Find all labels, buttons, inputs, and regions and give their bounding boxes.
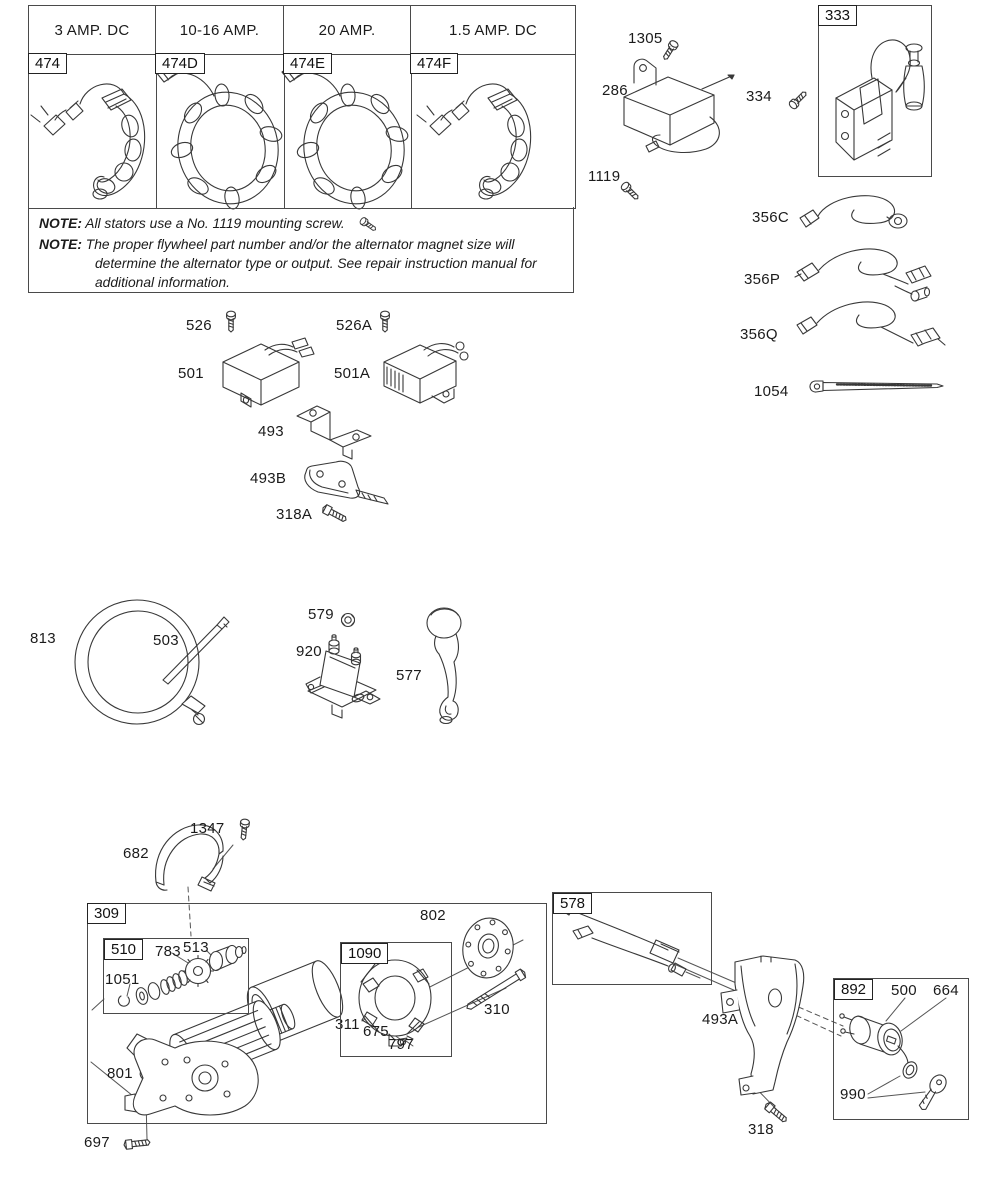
part-label-1054: 1054 bbox=[754, 383, 789, 400]
part-label-526A: 526A bbox=[336, 317, 373, 334]
part-label-526: 526 bbox=[186, 317, 212, 334]
part-label-1051: 1051 bbox=[105, 971, 140, 988]
bolt-318A-illustration bbox=[321, 504, 348, 524]
bracket-493B-illustration bbox=[305, 461, 388, 504]
part-label-797: 797 bbox=[388, 1036, 414, 1053]
column-header-10-16amp: 10-16 AMP. bbox=[156, 6, 284, 54]
strip-503-illustration bbox=[163, 617, 229, 684]
part-label-675: 675 bbox=[363, 1023, 389, 1040]
bolt-697-illustration bbox=[124, 1138, 151, 1150]
part-label-783: 783 bbox=[155, 943, 181, 960]
part-label-310: 310 bbox=[484, 1001, 510, 1018]
part-callout-474D: 474D bbox=[155, 53, 205, 74]
part-label-1347: 1347 bbox=[190, 820, 225, 837]
note-body: The proper flywheel part number and/or the alternator magnet size will determine the alternator type or output. See repair instruction manual for additional information. bbox=[85, 237, 537, 290]
part-label-801: 801 bbox=[107, 1065, 133, 1082]
note-flywheel bbox=[39, 235, 563, 292]
wire-356C-illustration bbox=[800, 196, 907, 228]
screw-1347-illustration bbox=[239, 819, 250, 841]
part-callout-510: 510 bbox=[104, 939, 143, 960]
stator-table-header bbox=[29, 6, 575, 55]
part-label-501: 501 bbox=[178, 365, 204, 382]
part-callout-1090: 1090 bbox=[341, 943, 388, 964]
part-label-500: 500 bbox=[891, 982, 917, 999]
screw-1119-illustration bbox=[620, 181, 641, 202]
column-header-20amp: 20 AMP. bbox=[284, 6, 411, 54]
part-label-501A: 501A bbox=[334, 365, 371, 382]
part-label-356Q: 356Q bbox=[740, 326, 778, 343]
part-label-503: 503 bbox=[153, 632, 179, 649]
callout-box-333 bbox=[818, 5, 932, 177]
part-label-318: 318 bbox=[748, 1121, 774, 1138]
part-callout-309: 309 bbox=[87, 903, 126, 924]
part-label-802: 802 bbox=[420, 907, 446, 924]
table-divider bbox=[411, 54, 412, 208]
screw-334-illustration bbox=[788, 89, 809, 110]
column-header-3amp: 3 AMP. DC bbox=[29, 6, 156, 54]
part-label-697: 697 bbox=[84, 1134, 110, 1151]
part-label-579: 579 bbox=[308, 606, 334, 623]
regulator-501A-illustration bbox=[384, 342, 468, 403]
screw-526-illustration bbox=[227, 311, 236, 332]
part-label-682: 682 bbox=[123, 845, 149, 862]
screw-526A-illustration bbox=[381, 311, 390, 332]
part-label-990: 990 bbox=[840, 1086, 866, 1103]
part-label-493: 493 bbox=[258, 423, 284, 440]
lever-577-illustration bbox=[427, 608, 461, 724]
note-prefix: NOTE: bbox=[39, 216, 82, 231]
part-label-664: 664 bbox=[933, 982, 959, 999]
module-286-illustration bbox=[624, 59, 734, 152]
part-label-311: 311 bbox=[335, 1016, 360, 1033]
part-label-356C: 356C bbox=[752, 209, 790, 226]
note-body: All stators use a No. 1119 mounting screw. bbox=[85, 216, 345, 231]
part-label-513: 513 bbox=[183, 939, 209, 956]
note-prefix: NOTE: bbox=[39, 237, 82, 252]
note-mounting-screw bbox=[39, 214, 563, 233]
part-label-1305: 1305 bbox=[628, 30, 663, 47]
clamp-813-illustration bbox=[75, 600, 205, 725]
table-divider bbox=[284, 54, 285, 208]
table-divider bbox=[156, 54, 157, 208]
part-label-318A: 318A bbox=[276, 506, 313, 523]
column-header-1-5amp: 1.5 AMP. DC bbox=[448, 21, 538, 39]
part-label-1119: 1119 bbox=[588, 168, 621, 185]
wire-356Q-illustration bbox=[797, 302, 945, 346]
part-callout-892: 892 bbox=[834, 979, 873, 1000]
part-label-356P: 356P bbox=[744, 271, 781, 288]
nut-579-illustration bbox=[342, 614, 355, 627]
part-label-493A: 493A bbox=[702, 1011, 739, 1028]
stator-table bbox=[28, 5, 576, 209]
wire-356P-illustration bbox=[795, 249, 931, 301]
part-callout-474E: 474E bbox=[283, 53, 332, 74]
part-label-493B: 493B bbox=[250, 470, 287, 487]
part-label-577: 577 bbox=[396, 667, 422, 684]
part-callout-333: 333 bbox=[818, 5, 857, 26]
part-label-334: 334 bbox=[746, 88, 772, 105]
part-callout-474: 474 bbox=[28, 53, 67, 74]
bracket-493-illustration bbox=[297, 406, 371, 459]
part-callout-474F: 474F bbox=[410, 53, 458, 74]
part-label-286: 286 bbox=[602, 82, 628, 99]
regulator-501-illustration bbox=[223, 338, 314, 407]
screw-1305-illustration bbox=[661, 39, 679, 61]
part-label-813: 813 bbox=[30, 630, 56, 647]
part-callout-578: 578 bbox=[553, 893, 592, 914]
cable-tie-1054-illustration bbox=[810, 381, 943, 392]
notes-box bbox=[28, 207, 574, 293]
part-label-920: 920 bbox=[296, 643, 322, 660]
